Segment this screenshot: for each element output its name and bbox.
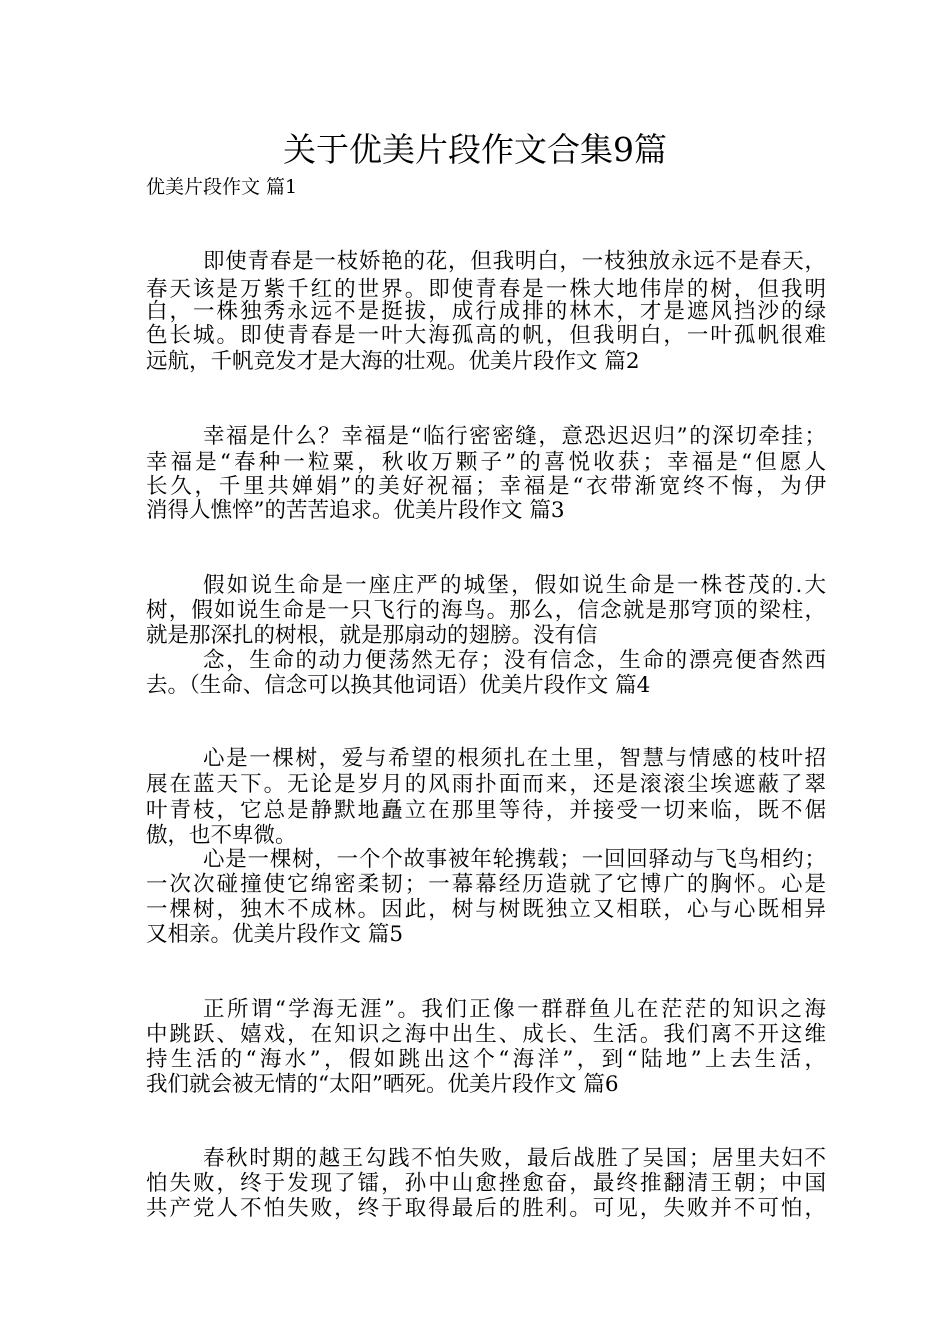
text-line: 展在蓝天下。无论是岁月的风雨扑面而来，还是滚滚尘埃遮蔽了翠 [146, 772, 826, 797]
text-line: 春天该是万紫千红的世界。即使青春是一株大地伟岸的树，但我明 [146, 277, 826, 302]
text-line: 色长城。即使青春是一叶大海孤高的帆，但我明白，一叶孤帆很难 [146, 323, 826, 348]
text-line: 假如说生命是一座庄严的城堡，假如说生命是一株苍茂的.大 [203, 573, 826, 598]
text-line: 我们就会被无情的“太阳”晒死。优美片段作文 篇6 [146, 1072, 619, 1097]
text-line: 念，生命的动力便荡然无存；没有信念，生命的漂亮便杳然西 [203, 648, 826, 673]
document-title: 关于优美片段作文合集9篇 [283, 130, 667, 169]
text-line: 正所谓“学海无涯”。我们正像一群群鱼儿在茫茫的知识之海 [203, 997, 826, 1022]
text-line: 远航，千帆竞发才是大海的壮观。优美片段作文 篇2 [146, 349, 640, 374]
text-line: 幸福是什么？幸福是“临行密密缝，意恐迟迟归”的深切牵挂； [203, 424, 826, 449]
text-line: 中跳跃、嬉戏，在知识之海中出生、成长、生活。我们离不开这维 [146, 1022, 826, 1047]
text-line: 怕失败，终于发现了镭，孙中山愈挫愈奋，最终推翻清王朝；中国 [146, 1171, 826, 1196]
text-line: 就是那深扎的树根，就是那扇动的翅膀。没有信 [146, 623, 598, 648]
text-line: 长久，千里共婵娟”的美好祝福；幸福是“衣带渐宽终不悔，为伊 [146, 474, 826, 499]
text-line: 去。（生命、信念可以换其他词语）优美片段作文 篇4 [146, 673, 651, 698]
text-line: 白，一株独秀永远不是挺拔，成行成排的林木，才是遮风挡沙的绿 [146, 299, 826, 324]
text-line: 又相亲。优美片段作文 篇5 [146, 922, 404, 947]
text-line: 持生活的“海水”，假如跳出这个“海洋”，到“陆地”上去生活， [146, 1047, 826, 1072]
text-line: 即使青春是一枝娇艳的花，但我明白，一枝独放永远不是春天， [203, 249, 826, 274]
text-line: 一次次碰撞使它绵密柔韧；一幕幕经历造就了它博广的胸怀。心是 [146, 872, 826, 897]
text-line: 叶青枝，它总是静默地矗立在那里等待，并接受一切来临，既不倨 [146, 798, 826, 823]
text-line: 树，假如说生命是一只飞行的海鸟。那么，信念就是那穹顶的梁柱， [146, 598, 826, 623]
text-line: 心是一棵树，一个个故事被年轮携载；一回回驿动与飞鸟相约； [203, 847, 826, 872]
text-line: 傲，也不卑微。 [146, 823, 297, 848]
text-line: 消得人憔悴”的苦苦追求。优美片段作文 篇3 [146, 498, 565, 523]
text-line: 一棵树，独木不成林。因此，树与树既独立又相联，心与心既相异 [146, 897, 826, 922]
text-line: 共产党人不怕失败，终于取得最后的胜利。可见，失败并不可怕， [146, 1196, 826, 1221]
text-line: 心是一棵树，爱与希望的根须扎在土里，智慧与情感的枝叶招 [203, 746, 826, 771]
text-line: 春秋时期的越王勾践不怕失败，最后战胜了吴国；居里夫妇不 [203, 1146, 826, 1171]
section-label-1: 优美片段作文 篇1 [146, 176, 298, 198]
text-line: 幸福是“春种一粒粟，秋收万颗子”的喜悦收获；幸福是“但愿人 [146, 450, 826, 475]
